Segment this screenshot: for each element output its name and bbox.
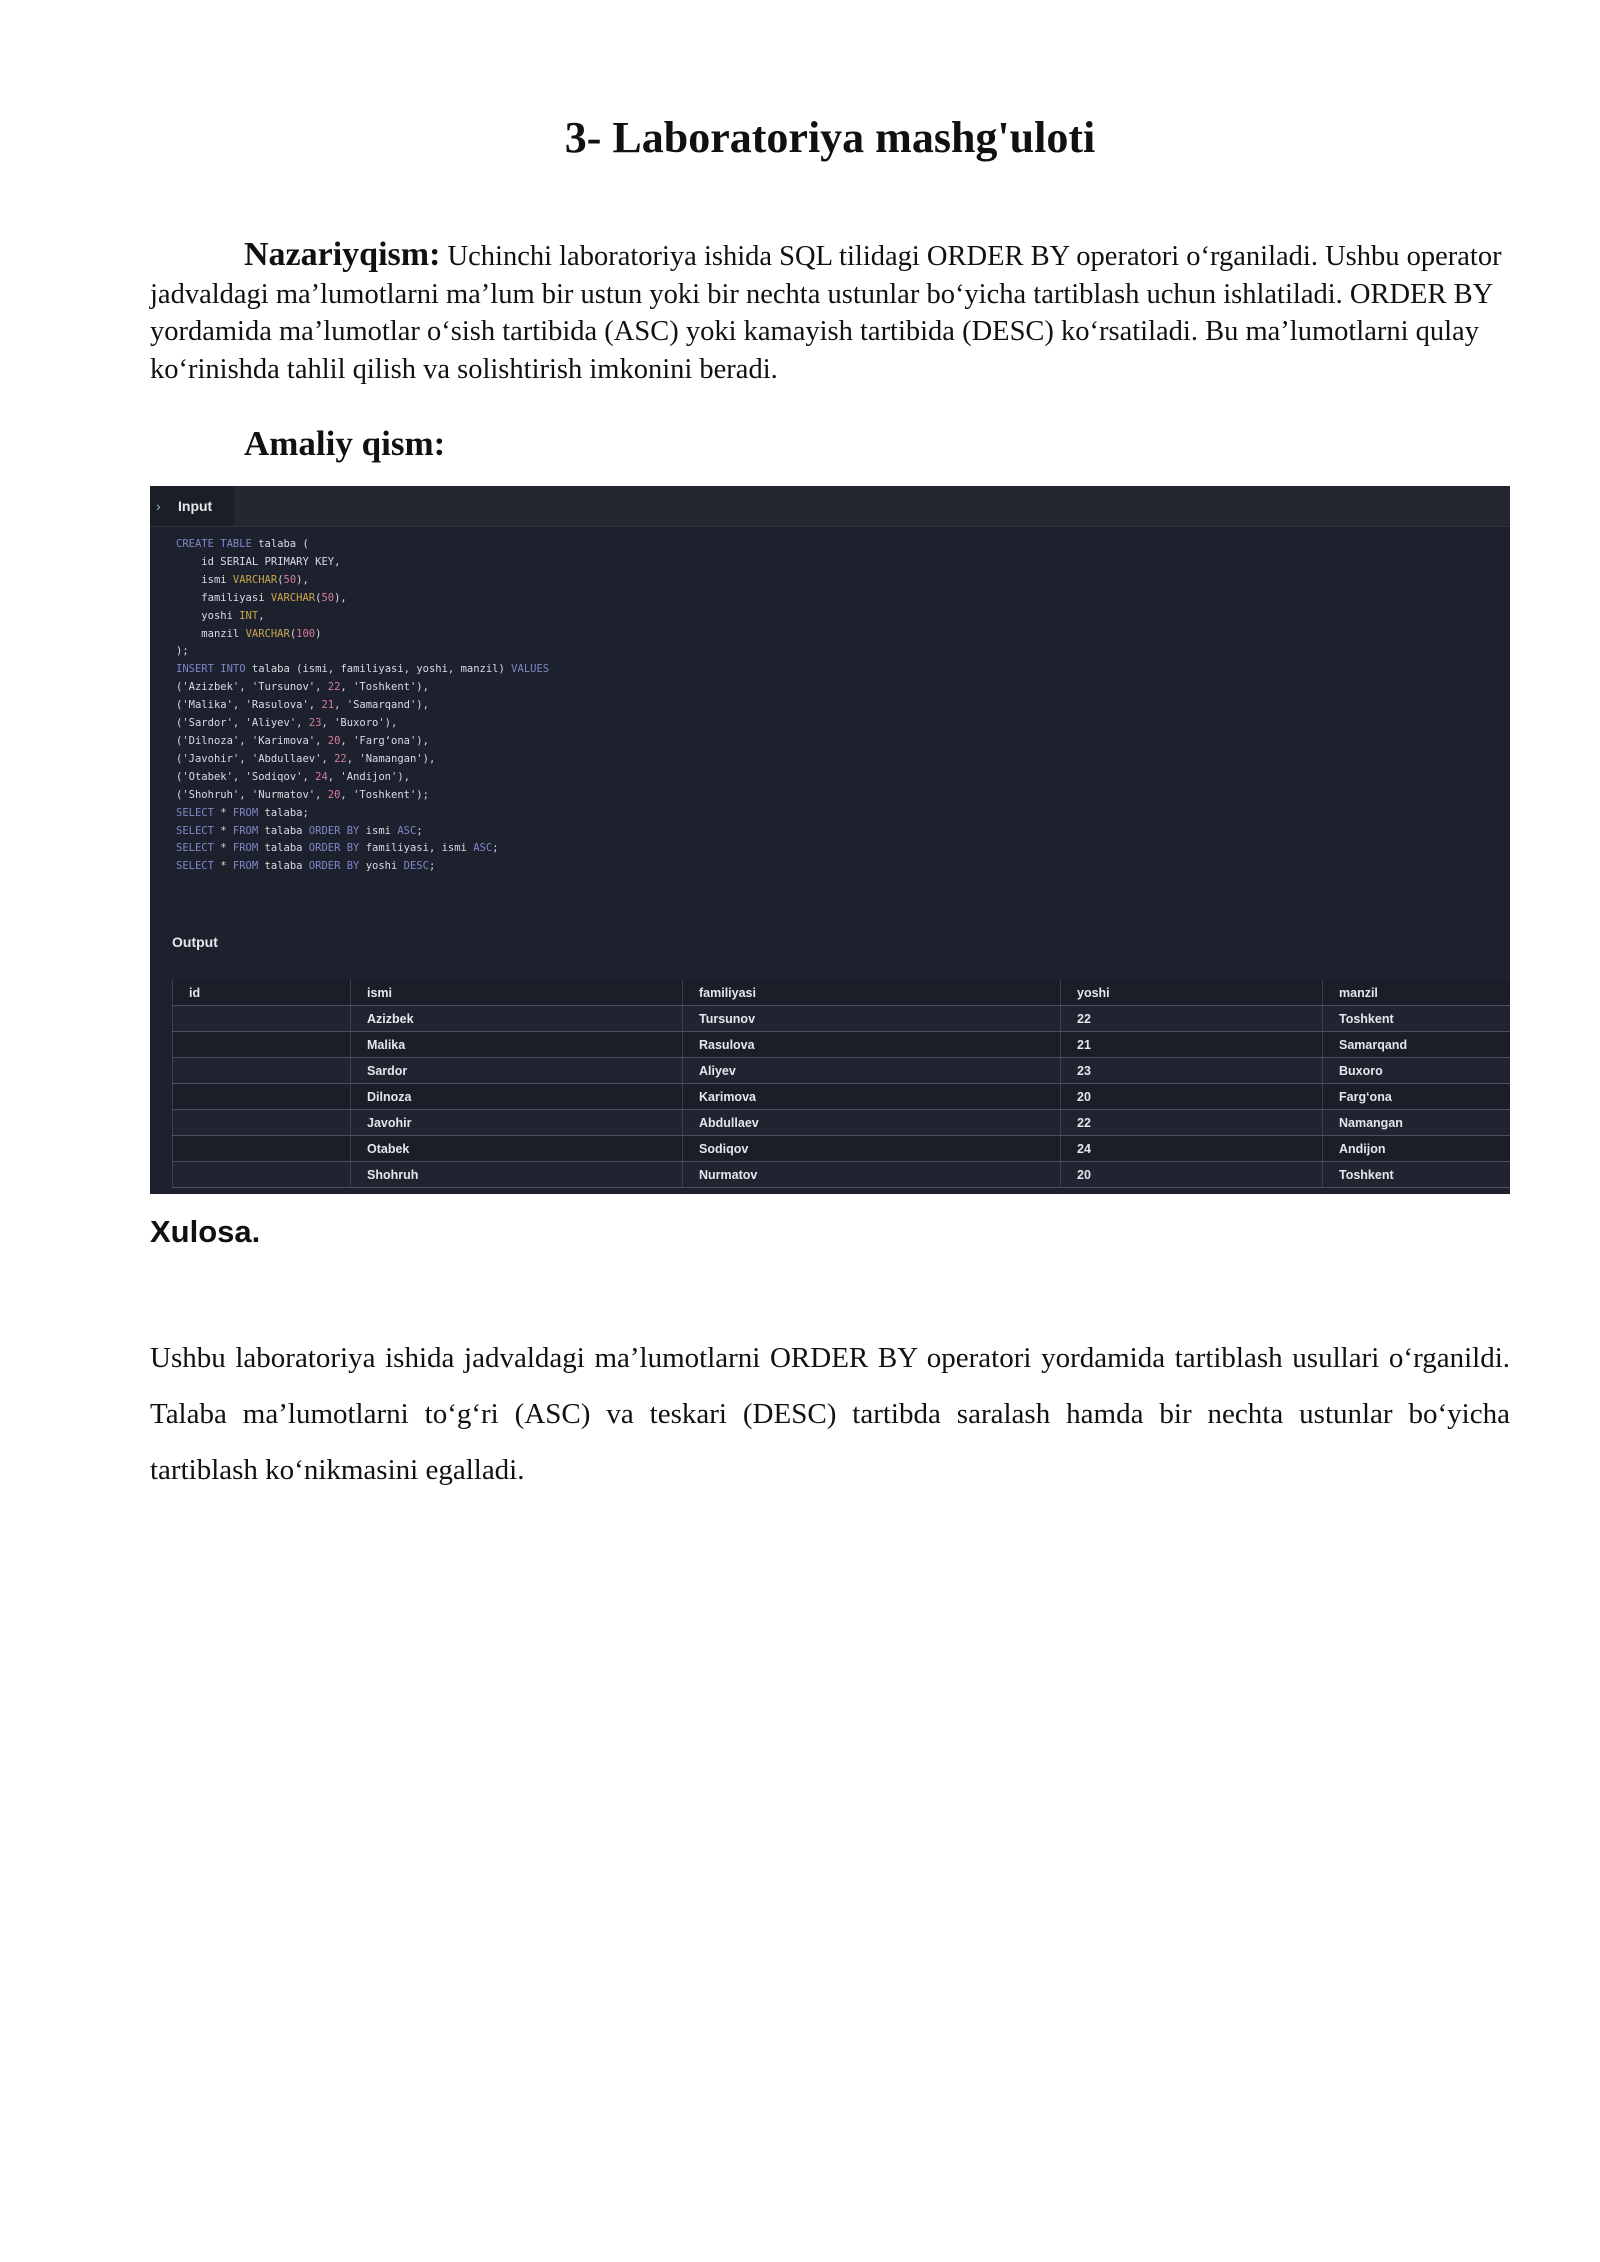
code-line: SELECT * FROM talaba ORDER BY familiyasi, ismi ASC; xyxy=(176,842,499,855)
code-line: ('Sardor', 'Aliyev', 23, 'Buxoro'), xyxy=(176,717,398,730)
input-header xyxy=(150,486,1510,527)
sql-editor-screenshot xyxy=(150,486,1510,1194)
input-tab-label: Input xyxy=(178,498,213,514)
table-cell: Otabek xyxy=(351,1136,683,1162)
table-cell: Sodiqov xyxy=(683,1136,1061,1162)
table-cell: Shohruh xyxy=(351,1162,683,1188)
table-row xyxy=(173,1084,1511,1110)
table-cell: 22 xyxy=(1061,1006,1323,1032)
table-cell: Karimova xyxy=(683,1084,1061,1110)
theory-paragraph xyxy=(150,236,1510,388)
table-cell: 23 xyxy=(1061,1058,1323,1084)
table-cell xyxy=(173,1084,351,1110)
code-line: CREATE TABLE talaba ( xyxy=(176,538,309,550)
table-cell: Rasulova xyxy=(683,1032,1061,1058)
table-row xyxy=(173,1110,1511,1136)
table-cell: Nurmatov xyxy=(683,1162,1061,1188)
practical-heading: Amaliy qism: xyxy=(244,424,446,463)
code-line: SELECT * FROM talaba ORDER BY yoshi DESC; xyxy=(176,860,436,873)
table-cell: Javohir xyxy=(351,1110,683,1136)
code-line: manzil VARCHAR(100) xyxy=(201,627,322,640)
table-cell: 20 xyxy=(1061,1084,1323,1110)
theory-heading: Nazariyqism: xyxy=(244,236,441,273)
table-header-row xyxy=(173,980,1511,1006)
column-header-manzil: manzil xyxy=(1323,980,1511,1006)
column-header-familiyasi: familiyasi xyxy=(683,980,1061,1006)
table-cell: Dilnoza xyxy=(351,1084,683,1110)
code-line: yoshi INT, xyxy=(201,609,265,622)
table-cell xyxy=(173,1110,351,1136)
table-row xyxy=(173,1058,1511,1084)
code-line: ('Javohir', 'Abdullaev', 22, 'Namangan'), xyxy=(176,752,436,765)
table-row xyxy=(173,1136,1511,1162)
conclusion-heading: Xulosa. xyxy=(150,1214,261,1249)
table-cell: Malika xyxy=(351,1032,683,1058)
table-cell: Tursunov xyxy=(683,1006,1061,1032)
code-line: INSERT INTO talaba (ismi, familiyasi, yoshi, manzil) VALUES xyxy=(176,663,550,676)
column-header-yoshi: yoshi xyxy=(1061,980,1323,1006)
code-line: ('Dilnoza', 'Karimova', 20, 'Farg‘ona'), xyxy=(176,734,429,747)
output-table xyxy=(172,980,1510,1188)
output-label: Output xyxy=(172,934,218,950)
table-row xyxy=(173,1032,1511,1058)
table-cell: Toshkent xyxy=(1323,1162,1511,1188)
code-line: ('Otabek', 'Sodiqov', 24, 'Andijon'), xyxy=(176,770,410,783)
sql-code-block xyxy=(176,536,549,876)
code-line: SELECT * FROM talaba; xyxy=(176,806,309,819)
chevron-right-icon: › xyxy=(156,498,161,514)
table-cell: 21 xyxy=(1061,1032,1323,1058)
code-line: ('Malika', 'Rasulova', 21, 'Samarqand'), xyxy=(176,699,429,712)
table-cell xyxy=(173,1136,351,1162)
code-line: ); xyxy=(176,645,189,658)
code-line: familiyasi VARCHAR(50), xyxy=(201,591,347,604)
table-cell xyxy=(173,1032,351,1058)
input-tab[interactable] xyxy=(150,486,234,526)
code-line: id SERIAL PRIMARY KEY, xyxy=(201,555,341,568)
table-cell xyxy=(173,1162,351,1188)
table-row xyxy=(173,1006,1511,1032)
table-cell xyxy=(173,1058,351,1084)
table-cell: 22 xyxy=(1061,1110,1323,1136)
table-cell: Azizbek xyxy=(351,1006,683,1032)
table-cell: 24 xyxy=(1061,1136,1323,1162)
table-cell: Namangan xyxy=(1323,1110,1511,1136)
table-cell: Aliyev xyxy=(683,1058,1061,1084)
conclusion-text: Ushbu laboratoriya ishida jadvaldagi ma’lumotlarni ORDER BY operatori yordamida tartiblash usullari o‘rganildi. Talaba ma’lumotlarni to‘g‘ri (ASC) va teskari (DESC) tartibda saralash hamda bir nechta ustunlar bo‘yicha tartiblash ko‘nikmasini egalladi. xyxy=(150,1342,1510,1486)
table-cell: Sardor xyxy=(351,1058,683,1084)
table-cell: Samarqand xyxy=(1323,1032,1511,1058)
code-line: ('Azizbek', 'Tursunov', 22, 'Toshkent'), xyxy=(176,681,429,694)
table-cell xyxy=(173,1006,351,1032)
table-cell: Farg‘ona xyxy=(1323,1084,1511,1110)
table-cell: Toshkent xyxy=(1323,1006,1511,1032)
page-title: 3- Laboratoriya mashg'uloti xyxy=(564,113,1096,162)
theory-text: Uchinchi laboratoriya ishida SQL tilidagi ORDER BY operatori o‘rganiladi. Ushbu operator jadvaldagi ma’lumotlarni ma’lum bir ustun yoki bir nechta ustunlar bo‘yicha tartiblash uchun ishlatiladi. ORDER BY yordamida ma’lumotlar o‘sish tartibida (ASC) yoki kamayish tartibida (DESC) ko‘rsatiladi. Bu ma’lumotlarni qulay ko‘rinishda tahlil qilish va solishtirish imkonini beradi. xyxy=(150,241,1502,385)
code-line: ismi VARCHAR(50), xyxy=(201,573,309,586)
table-cell: Buxoro xyxy=(1323,1058,1511,1084)
table-cell: 20 xyxy=(1061,1162,1323,1188)
code-line: SELECT * FROM talaba ORDER BY ismi ASC; xyxy=(176,824,423,837)
table-cell: Abdullaev xyxy=(683,1110,1061,1136)
column-header-id: id xyxy=(173,980,351,1006)
code-line: ('Shohruh', 'Nurmatov', 20, 'Toshkent'); xyxy=(176,788,429,801)
table-cell: Andijon xyxy=(1323,1136,1511,1162)
column-header-ismi: ismi xyxy=(351,980,683,1006)
table-row xyxy=(173,1162,1511,1188)
